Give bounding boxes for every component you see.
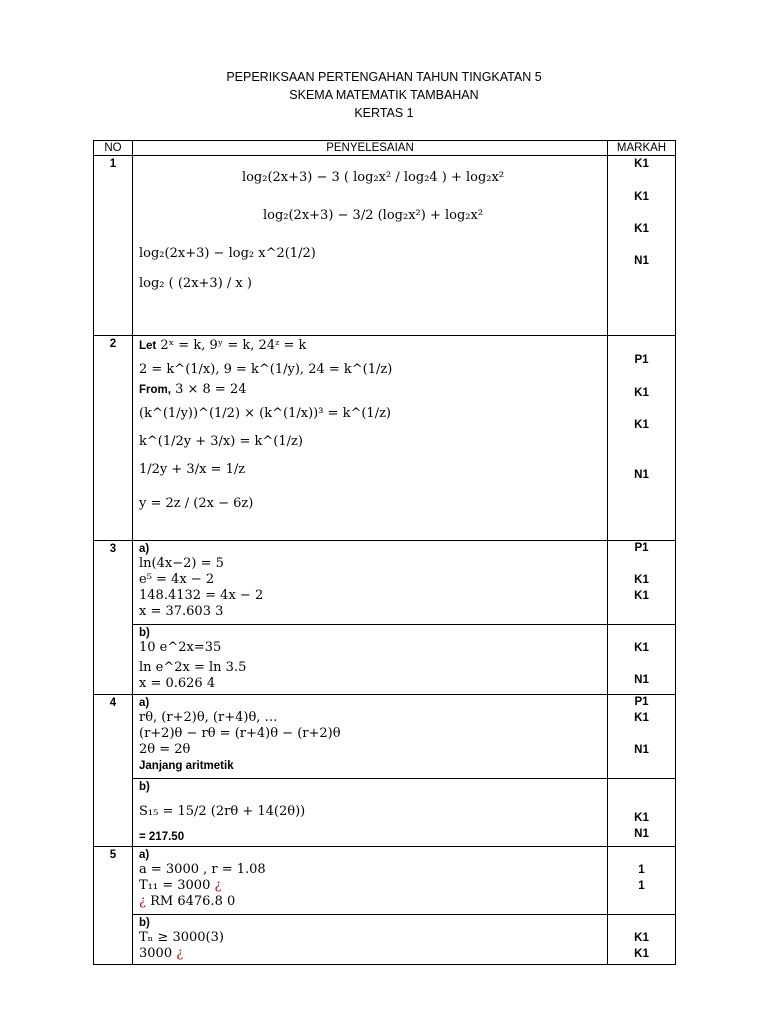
part-a-label: a) — [139, 543, 150, 555]
mark: K1 — [634, 223, 649, 235]
q3b-step-2: ln e^2x = ln 3.5 — [139, 660, 247, 675]
mark: K1 — [634, 642, 649, 654]
doc-title-line-1: PEPERIKSAAN PERTENGAHAN TAHUN TINGKATAN 5 — [226, 70, 542, 84]
answer-scheme-table — [93, 140, 676, 965]
question-number: 5 — [94, 847, 133, 965]
q5a-step-3: RM 6476.8 0 — [145, 894, 236, 909]
marks-cell — [608, 156, 676, 336]
q5b-step-1: Tₙ ≥ 3000(3) — [139, 930, 224, 945]
part-a-label: a) — [139, 697, 150, 709]
q4b-answer: = 217.50 — [139, 831, 185, 843]
mark: P1 — [634, 542, 649, 554]
table-row — [94, 336, 676, 541]
table-row — [94, 156, 676, 336]
mark: N1 — [634, 828, 649, 840]
solution-cell — [133, 847, 608, 915]
solution-cell — [133, 625, 608, 695]
question-number: 3 — [94, 541, 133, 695]
mark: N1 — [634, 255, 649, 267]
solution-cell — [133, 541, 608, 625]
solution-cell — [133, 695, 608, 779]
header-no: NO — [94, 141, 133, 156]
header-solution: PENYELESAIAN — [133, 141, 608, 156]
solution-cell — [133, 156, 608, 336]
part-b-label: b) — [139, 627, 150, 639]
marks-cell — [608, 541, 676, 625]
question-number: 1 — [94, 156, 133, 336]
table-row — [94, 695, 676, 779]
solution-cell — [133, 336, 608, 541]
mark: K1 — [634, 932, 649, 944]
mark: K1 — [634, 158, 649, 170]
q1-step-4: log₂ ( (2x+3) / x ) — [139, 276, 252, 291]
header-marks: MARKAH — [608, 141, 676, 156]
doc-title-line-3: KERTAS 1 — [354, 106, 414, 120]
q2-step-7: y = 2z / (2x − 6z) — [139, 496, 254, 511]
marks-cell — [608, 625, 676, 695]
table-row — [94, 625, 676, 695]
q4a-step-1: rθ, (r+2)θ, (r+4)θ, … — [139, 710, 278, 725]
q2-step-6: 1/2y + 3/x = 1/z — [139, 462, 246, 477]
q3b-step-1: 10 e^2x=35 — [139, 640, 222, 655]
part-b-label: b) — [139, 917, 150, 929]
q2-step-1: 2ˣ = k, 9ʸ = k, 24ᶻ = k — [160, 338, 307, 353]
mark: 1 — [638, 864, 645, 876]
table-header-row — [94, 141, 676, 156]
question-number: 4 — [94, 695, 133, 847]
from-label: From, — [139, 384, 171, 396]
q2-step-4: (k^(1/y))^(1/2) × (k^(1/x))³ = k^(1/z) — [139, 406, 391, 421]
table-row — [94, 915, 676, 965]
marks-cell — [608, 336, 676, 541]
table-row — [94, 779, 676, 847]
q4a-conclusion: Janjang aritmetik — [139, 760, 234, 772]
mark: P1 — [634, 354, 649, 366]
part-b-label: b) — [139, 781, 150, 793]
mark: N1 — [634, 469, 649, 481]
table-row — [94, 847, 676, 915]
q4b-step-1: S₁₅ = 15/2 (2rθ + 14(2θ)) — [139, 804, 306, 819]
marks-cell — [608, 847, 676, 915]
q4a-step-3: 2θ = 2θ — [139, 742, 191, 757]
q2-step-2: 2 = k^(1/x), 9 = k^(1/y), 24 = k^(1/z) — [139, 362, 393, 377]
q1-step-2: log₂(2x+3) − 3/2 (log₂x²) + log₂x² — [262, 208, 484, 223]
mark: K1 — [634, 712, 649, 724]
q4a-step-2: (r+2)θ − rθ = (r+4)θ − (r+2)θ — [139, 726, 341, 741]
mark: K1 — [634, 387, 649, 399]
mark: K1 — [634, 948, 649, 960]
mark: N1 — [634, 744, 649, 756]
marks-cell — [608, 695, 676, 779]
unknown-glyph: ¿ — [176, 946, 184, 961]
solution-cell — [133, 779, 608, 847]
q5b-step-2: 3000 — [139, 946, 177, 961]
unknown-glyph: ¿ — [214, 878, 222, 893]
marks-cell — [608, 779, 676, 847]
q5a-step-1: a = 3000 , r = 1.08 — [139, 862, 266, 877]
q3a-step-3: 148.4132 = 4x − 2 — [139, 588, 264, 603]
marks-cell — [608, 915, 676, 965]
mark: K1 — [634, 590, 649, 602]
mark: K1 — [634, 574, 649, 586]
q3b-step-3: x = 0.626 4 — [139, 676, 216, 691]
mark: P1 — [634, 696, 649, 708]
let-label: Let — [139, 340, 157, 352]
mark: K1 — [634, 419, 649, 431]
mark: N1 — [634, 674, 649, 686]
q1-step-3: log₂(2x+3) − log₂ x^2(1/2) — [139, 246, 316, 261]
q1-step-1: log₂(2x+3) − 3 ( log₂x² / log₂4 ) + log₂x² — [241, 170, 505, 185]
q2-step-5: k^(1/2y + 3/x) = k^(1/z) — [139, 434, 303, 449]
unknown-glyph: ¿ — [139, 894, 146, 909]
mark: K1 — [634, 812, 649, 824]
solution-cell — [133, 915, 608, 965]
q3a-step-1: ln(4x−2) = 5 — [139, 556, 224, 571]
mark: K1 — [634, 191, 649, 203]
table-row — [94, 541, 676, 625]
mark: 1 — [638, 880, 645, 892]
doc-title-line-2: SKEMA MATEMATIK TAMBAHAN — [289, 88, 479, 102]
q5a-step-2: T₁₁ = 3000 — [139, 878, 215, 893]
q3a-step-2: e⁵ = 4x − 2 — [139, 572, 215, 587]
q3a-step-4: x = 37.603 3 — [139, 604, 224, 619]
q2-step-3: 3 × 8 = 24 — [175, 382, 247, 397]
question-number: 2 — [94, 336, 133, 541]
part-a-label: a) — [139, 849, 150, 861]
